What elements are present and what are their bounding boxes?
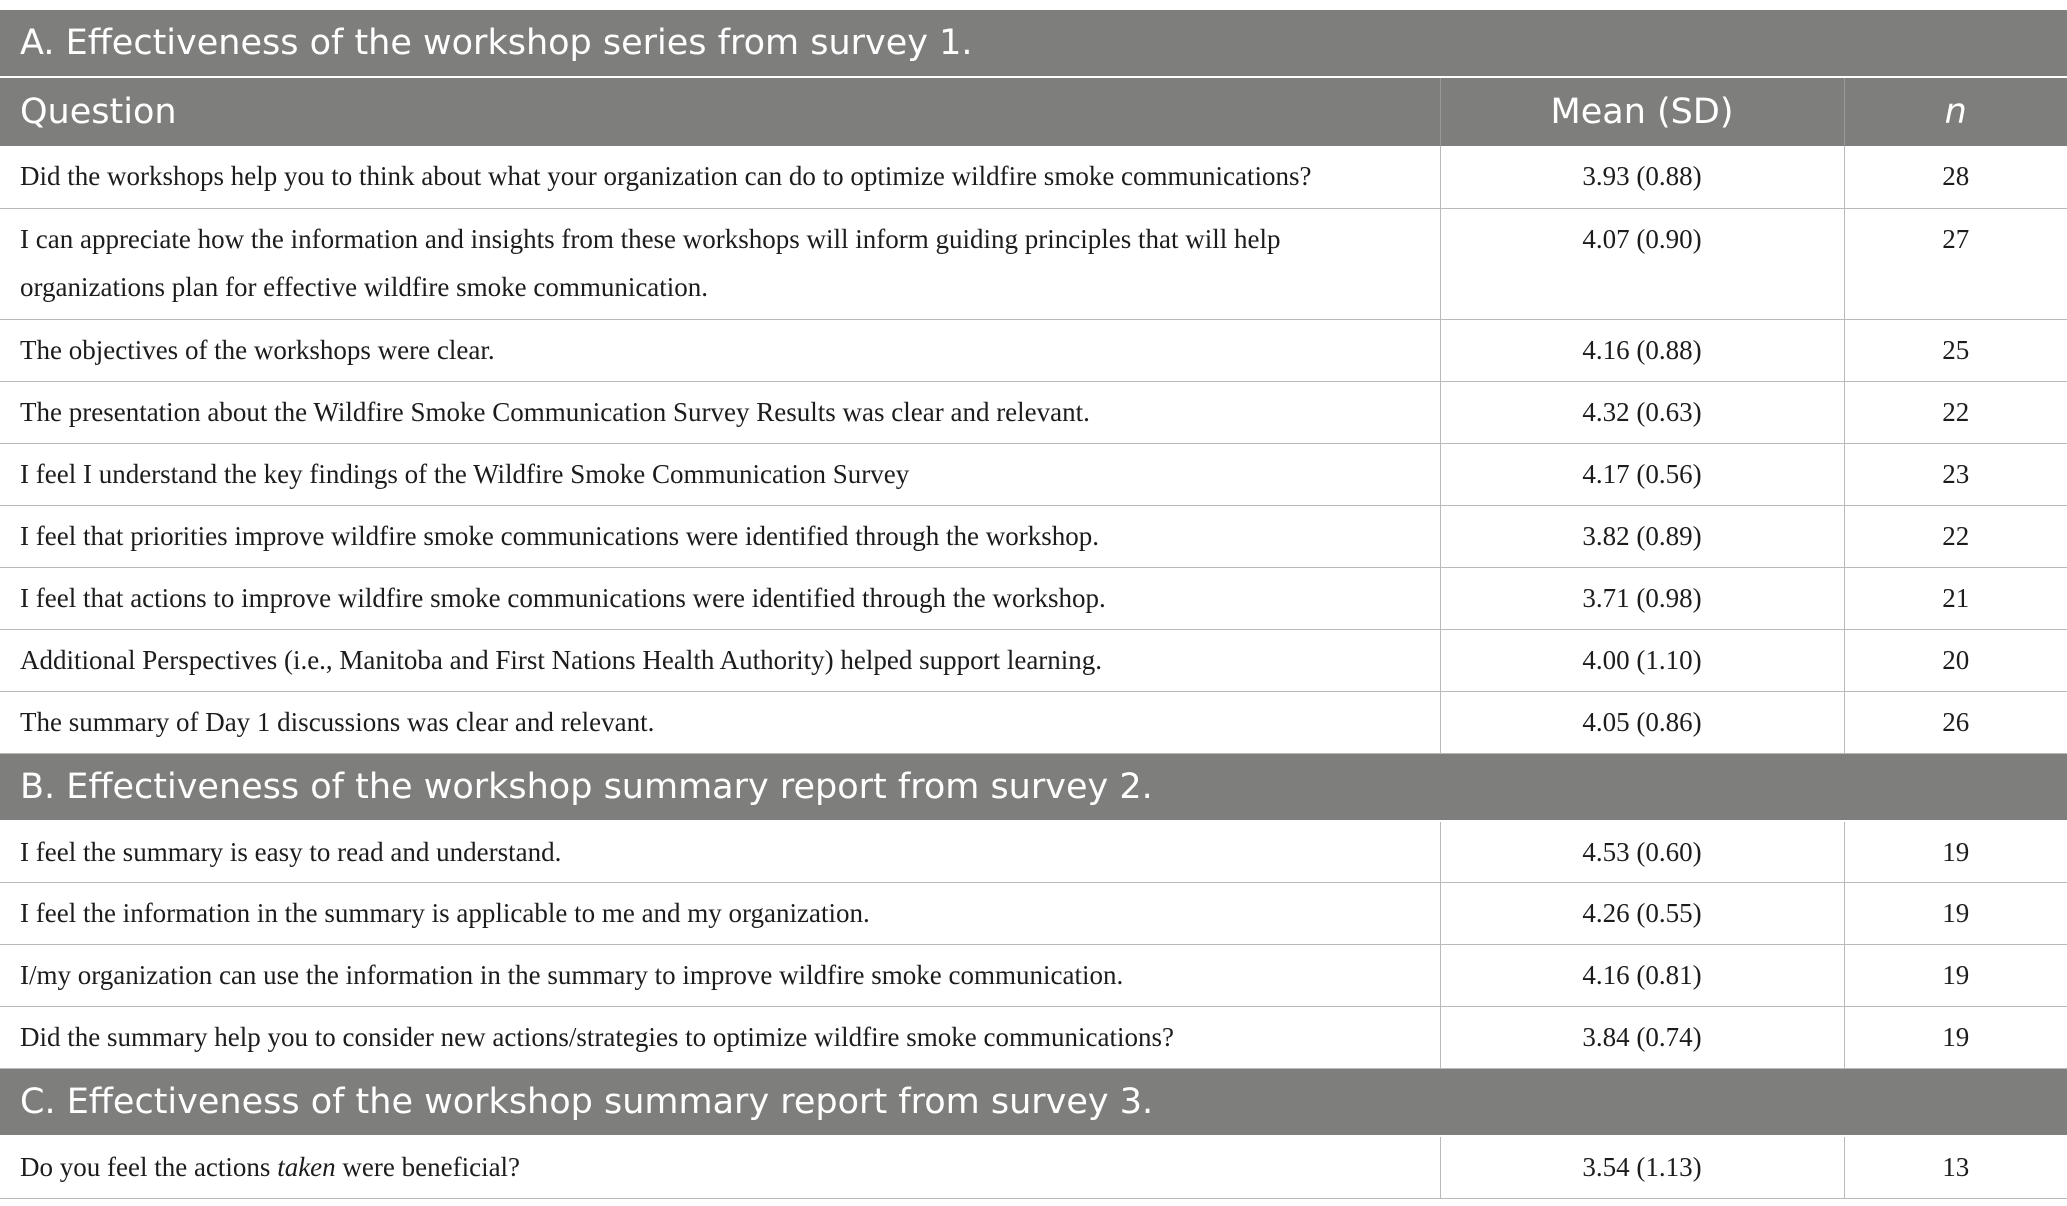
question-text-post: were beneficial? bbox=[335, 1152, 521, 1182]
section-a-title: A. Effectiveness of the workshop series from survey 1. bbox=[0, 10, 2067, 77]
question-cell: Did the workshops help you to think about what your organization can do to optimize wildfire smoke communications? bbox=[0, 146, 1440, 208]
question-line-1: I can appreciate how the information and insights from these workshops will inform guiding principles that will help bbox=[20, 223, 1281, 254]
table-row bbox=[0, 319, 2067, 381]
question-column-header: Question bbox=[0, 77, 1440, 146]
mean-sd-cell: 3.82 (0.89) bbox=[1440, 505, 1844, 567]
column-header-row bbox=[0, 77, 2067, 146]
survey-results-table bbox=[0, 10, 2067, 1199]
question-cell: I feel the information in the summary is applicable to me and my organization. bbox=[0, 883, 1440, 945]
question-cell: I feel the summary is easy to read and understand. bbox=[0, 821, 1440, 883]
question-text-pre: Do you feel the actions bbox=[20, 1152, 278, 1182]
question-line-2: organizations plan for effective wildfire smoke communication. bbox=[20, 271, 709, 302]
table-row bbox=[0, 146, 2067, 208]
question-cell: I feel I understand the key findings of the Wildfire Smoke Communication Survey bbox=[0, 443, 1440, 505]
mean-sd-cell: 3.54 (1.13) bbox=[1440, 1136, 1844, 1198]
n-cell: 23 bbox=[1844, 443, 2067, 505]
question-text-emphasis: taken bbox=[277, 1152, 336, 1182]
table-row bbox=[0, 381, 2067, 443]
mean-sd-cell: 4.53 (0.60) bbox=[1440, 821, 1844, 883]
table-row bbox=[0, 821, 2067, 883]
question-cell: The summary of Day 1 discussions was clear and relevant. bbox=[0, 691, 1440, 753]
section-a-header bbox=[0, 10, 2067, 77]
mean-sd-cell: 4.16 (0.81) bbox=[1440, 945, 1844, 1007]
section-b-header bbox=[0, 753, 2067, 821]
table-row bbox=[0, 567, 2067, 629]
question-cell: The presentation about the Wildfire Smoke Communication Survey Results was clear and relevant. bbox=[0, 381, 1440, 443]
section-c-title: C. Effectiveness of the workshop summary report from survey 3. bbox=[0, 1069, 2067, 1137]
mean-sd-cell: 3.84 (0.74) bbox=[1440, 1007, 1844, 1069]
question-cell: I feel that priorities improve wildfire smoke communications were identified through the workshop. bbox=[0, 505, 1440, 567]
mean-sd-cell: 3.93 (0.88) bbox=[1440, 146, 1844, 208]
n-cell: 28 bbox=[1844, 146, 2067, 208]
survey-results-table-container bbox=[0, 10, 2067, 1199]
n-cell: 19 bbox=[1844, 883, 2067, 945]
table-row bbox=[0, 945, 2067, 1007]
n-cell: 22 bbox=[1844, 505, 2067, 567]
mean-sd-cell: 4.17 (0.56) bbox=[1440, 443, 1844, 505]
table-row bbox=[0, 883, 2067, 945]
n-cell: 25 bbox=[1844, 319, 2067, 381]
section-c-header bbox=[0, 1069, 2067, 1137]
table-row bbox=[0, 443, 2067, 505]
n-cell: 19 bbox=[1844, 821, 2067, 883]
table-row bbox=[0, 208, 2067, 319]
question-cell bbox=[0, 1136, 1440, 1198]
mean-sd-cell: 4.16 (0.88) bbox=[1440, 319, 1844, 381]
table-row bbox=[0, 691, 2067, 753]
n-cell: 19 bbox=[1844, 945, 2067, 1007]
n-cell: 27 bbox=[1844, 208, 2067, 319]
n-cell: 22 bbox=[1844, 381, 2067, 443]
n-cell: 13 bbox=[1844, 1136, 2067, 1198]
table-row bbox=[0, 629, 2067, 691]
section-b-title: B. Effectiveness of the workshop summary report from survey 2. bbox=[0, 753, 2067, 821]
mean-sd-cell: 4.00 (1.10) bbox=[1440, 629, 1844, 691]
question-cell: I/my organization can use the information in the summary to improve wildfire smoke communication. bbox=[0, 945, 1440, 1007]
table-row bbox=[0, 505, 2067, 567]
mean-sd-cell: 4.07 (0.90) bbox=[1440, 208, 1844, 319]
n-cell: 26 bbox=[1844, 691, 2067, 753]
mean-sd-cell: 4.26 (0.55) bbox=[1440, 883, 1844, 945]
n-cell: 19 bbox=[1844, 1007, 2067, 1069]
table-row bbox=[0, 1007, 2067, 1069]
question-cell: The objectives of the workshops were clear. bbox=[0, 319, 1440, 381]
question-cell: I feel that actions to improve wildfire smoke communications were identified through the workshop. bbox=[0, 567, 1440, 629]
n-cell: 20 bbox=[1844, 629, 2067, 691]
question-cell bbox=[0, 208, 1440, 319]
mean-sd-column-header: Mean (SD) bbox=[1440, 77, 1844, 146]
mean-sd-cell: 4.05 (0.86) bbox=[1440, 691, 1844, 753]
mean-sd-cell: 4.32 (0.63) bbox=[1440, 381, 1844, 443]
table-row bbox=[0, 1136, 2067, 1198]
n-cell: 21 bbox=[1844, 567, 2067, 629]
n-column-header: n bbox=[1844, 77, 2067, 146]
question-cell: Did the summary help you to consider new actions/strategies to optimize wildfire smoke communications? bbox=[0, 1007, 1440, 1069]
mean-sd-cell: 3.71 (0.98) bbox=[1440, 567, 1844, 629]
question-cell: Additional Perspectives (i.e., Manitoba and First Nations Health Authority) helped support learning. bbox=[0, 629, 1440, 691]
